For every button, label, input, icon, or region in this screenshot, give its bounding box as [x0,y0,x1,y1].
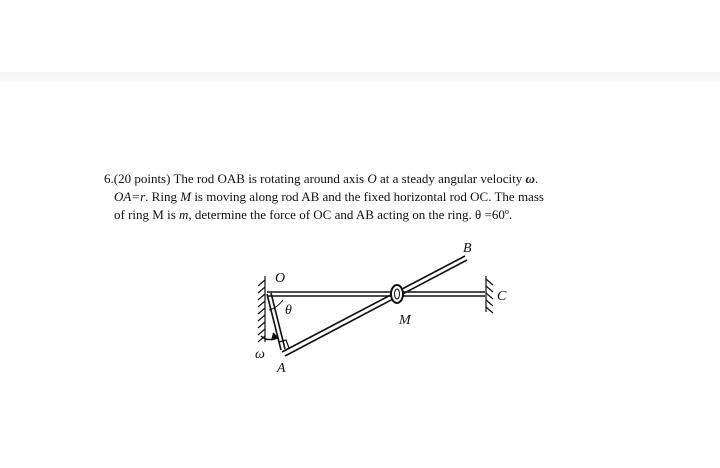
problem-line-3: of ring M is m, determine the force of OC and AB acting on the ring. θ =60º. [114,207,513,222]
problem-line-2: OA=r. Ring M is moving along rod AB and the fixed horizontal rod OC. The mass [114,189,544,204]
axis-symbol: O [367,171,377,186]
left-wall-support [258,276,265,342]
top-separator-band [0,72,720,82]
problem-line-1: 6.(20 points) The rod OAB is rotating around axis O at a steady angular velocity ω. [104,171,539,186]
omega-symbol: ω [525,171,535,186]
label-o: O [275,271,286,286]
rod-ab [282,256,467,356]
label-c: C [497,289,507,304]
label-a: A [277,361,286,376]
label-m: M [399,313,411,328]
problem-number: 6.(20 points) [104,171,171,186]
rod-oc [267,292,485,296]
mass-symbol: m [179,207,189,222]
ring-m [391,285,403,303]
label-b: B [463,241,472,256]
label-theta: θ [285,303,292,318]
right-wall-support [486,276,493,313]
oa-equation: OA=r [114,189,146,204]
problem-statement [104,170,624,224]
mechanism-diagram [185,232,535,382]
label-omega: ω [255,347,265,362]
ring-symbol: M [180,189,192,204]
theta-value: θ =60º. [475,207,513,222]
